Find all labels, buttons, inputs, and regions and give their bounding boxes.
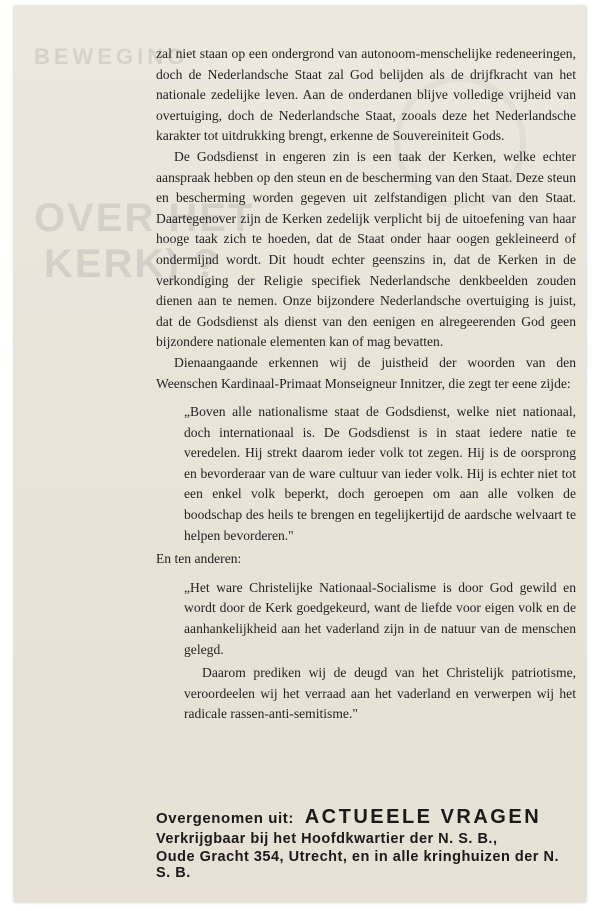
bleed-through-title-line-1: OVER HET [34,196,255,240]
bleed-through-title-line-2: KERK) ? [44,242,221,286]
quote-2-text-a: „Het ware Christelijke Nationaal-Socialisme is door God gewild en wordt door de Kerk goedgekeurd, want de liefde voor eigen volk en de aanhankelijkheid aan het vaderland zijn in de natuur van de menschen gelegd. [184,579,576,657]
quote-1-text: „Boven alle nationalisme staat de Godsdienst, welke niet nationaal, doch internationaal is. De Godsdienst is in staat iedere natie te veredelen. Hij strekt daarom ieder volk tot zegen. Hij is de oorsprong en bevorderaar van de ware cultuur van ieder volk. Hij is echter niet tot een enkel volk beperkt, doch geroepen om aan alle volken de boodschap des heils te brengen en tegelijkertijd de aardsche welvaart te helpen bevorderen." [184,404,576,543]
source-line [156,806,576,829]
source-footer [156,806,576,881]
document-body [156,44,576,725]
source-title: ACTUEELE VRAGEN [304,806,542,828]
availability-line: Verkrijgbaar bij het Hoofdkwartier der N. S. B., [156,831,498,847]
paragraph-2: De Godsdienst in engeren zin is een taak der Kerken, welke echter aanspraak hebben op den steun en de bescherming van den Staat. Deze steun en bescherming worden gegeven uit zelfstandigen plicht van den Staat. Daartegenover zijn de Kerken zedelijk verplicht bij de uitoefening van haar hooge taak zich te hoeden, dat de Staat onder haar oogen gekleineerd of ondermijnd wordt. Dit houdt echter geenszins in, dat de Kerken in de verkondiging der Religie specifiek Nederlandsche denkbeelden zouden dienen aan te nemen. Onze bijzondere Nederlandsche overtuiging is juist, dat de Godsdienst als dienst van den eenigen en alregeerenden God geen bijzondere nationale elementen kan of mag bevatten. [156,148,576,350]
quote-innitzer-1 [184,402,576,546]
paragraph-1: zal niet staan op een ondergrond van autonoom-menschelijke redeneeringen, doch de Nederlandsche Staat zal God belijden als de drijfkracht van het nationale zedelijke leven. Aan de onderdanen blijve volledige vrijheid van overtuiging, doch de Nederlandsche Staat, zooals deze het Nederlandsche karakter tot uitdrukking brengt, erkenne de Souvereiniteit Gods. [156,46,576,144]
document-sheet [14,6,586,902]
paragraph-3: Dienaangaande erkennen wij de juistheid der woorden van den Weenschen Kardinaal-Primaat Monseigneur Innitzer, die zegt ter eene zijde: [156,354,576,391]
address-line: Oude Gracht 354, Utrecht, en in alle kringhuizen der N. S. B. [156,849,559,881]
paragraph-4: En ten anderen: [156,551,242,567]
source-lead: Overgenomen uit: [156,810,294,827]
bleed-through-heading: BEWEGING [34,44,189,69]
quote-innitzer-2 [184,578,576,725]
quote-2-text-b: Daarom prediken wij de deugd van het Christelijk patriotisme, veroordeelen wij het verraad aan het vaderland en verwerpen wij het radicale rassen-anti-semitisme." [184,665,576,722]
